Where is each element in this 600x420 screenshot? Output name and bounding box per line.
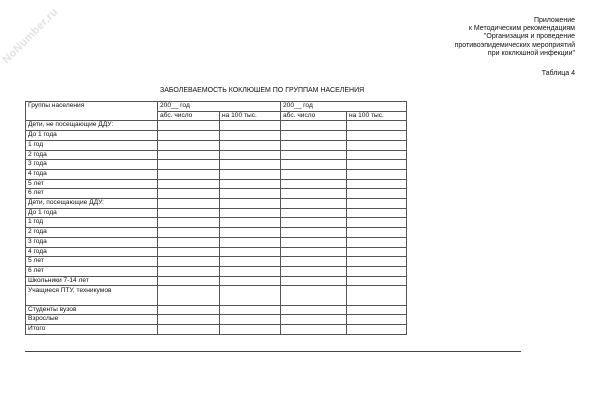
row-label: 6 лет [26,189,158,199]
appendix-line: противоэпидемических мероприятий [454,41,575,49]
table-row [26,315,407,325]
row-label: Дети, посещающие ДДУ: [26,199,158,209]
watermark: NoNumber.ru [0,5,61,67]
empty-cell [158,150,220,160]
empty-cell [347,315,407,325]
empty-cell [220,208,281,218]
empty-cell [158,121,220,131]
empty-cell [158,325,220,335]
empty-cell [281,189,347,199]
empty-cell [220,218,281,228]
divider-line [25,351,521,352]
empty-cell [220,305,281,315]
table-row [26,131,407,141]
year-header: 200__ год [281,102,407,112]
empty-cell [347,131,407,141]
empty-cell [347,169,407,179]
empty-cell [347,237,407,247]
empty-cell [347,150,407,160]
empty-cell [281,325,347,335]
empty-cell [347,218,407,228]
empty-cell [347,140,407,150]
table-row [26,218,407,228]
empty-cell [281,131,347,141]
table-row [26,179,407,189]
empty-cell [347,179,407,189]
empty-cell [220,325,281,335]
row-label: 5 лет [26,179,158,189]
empty-cell [281,237,347,247]
empty-cell [281,276,347,286]
empty-cell [158,189,220,199]
subheader: на 100 тыс. [347,111,407,121]
table-row [26,286,407,305]
empty-cell [347,208,407,218]
table-row [26,257,407,267]
incidence-table [25,101,407,335]
row-label: До 1 года [26,131,158,141]
appendix-line: к Методическим рекомендациям [468,25,575,33]
empty-cell [158,208,220,218]
header-row [26,102,407,112]
empty-cell [281,121,347,131]
empty-cell [158,199,220,209]
empty-cell [281,247,347,257]
empty-cell [220,286,281,305]
empty-cell [220,169,281,179]
empty-cell [281,305,347,315]
row-label: 4 года [26,247,158,257]
empty-cell [220,189,281,199]
table-row [26,160,407,170]
row-label: Школьники 7-14 лет [26,276,158,286]
empty-cell [158,237,220,247]
table-row [26,247,407,257]
appendix-line: "Организация и проведение [483,33,575,41]
appendix-line: Приложение [533,17,575,24]
row-label: Студенты вузов [26,305,158,315]
subheader: абс. число [158,111,220,121]
empty-cell [158,169,220,179]
empty-cell [158,315,220,325]
table-row [26,169,407,179]
empty-cell [158,305,220,315]
empty-cell [281,228,347,238]
empty-cell [281,199,347,209]
empty-cell [220,140,281,150]
empty-cell [220,276,281,286]
row-label: 1 год [26,218,158,228]
row-label: Учащиеся ПТУ, техникумов [26,286,158,305]
appendix-line: при коклюшной инфекции" [487,49,575,57]
table-row [26,237,407,247]
group-header: Группы населения [26,102,158,121]
empty-cell [158,286,220,305]
subheader: абс. число [281,111,347,121]
table-row [26,121,407,131]
year-header: 200__ год [158,102,281,112]
empty-cell [281,160,347,170]
row-label: До 1 года [26,208,158,218]
empty-cell [347,199,407,209]
empty-cell [158,179,220,189]
appendix-note [455,17,575,58]
empty-cell [220,179,281,189]
empty-cell [281,286,347,305]
table-row [26,199,407,209]
empty-cell [281,266,347,276]
empty-cell [220,228,281,238]
row-label: Взрослые [26,315,158,325]
empty-cell [281,150,347,160]
document-title: ЗАБОЛЕВАЕМОСТЬ КОКЛЮШЕМ ПО ГРУППАМ НАСЕЛЕНИЯ [160,87,365,94]
table-row [26,266,407,276]
empty-cell [281,218,347,228]
empty-cell [220,160,281,170]
empty-cell [347,257,407,267]
table-row [26,150,407,160]
empty-cell [220,199,281,209]
row-label: 3 года [26,237,158,247]
table-row [26,276,407,286]
empty-cell [347,247,407,257]
empty-cell [281,179,347,189]
table-row [26,228,407,238]
table-row [26,305,407,315]
empty-cell [281,208,347,218]
table-row [26,325,407,335]
empty-cell [347,286,407,305]
row-label: Дети, не посещающие ДДУ: [26,121,158,131]
row-label: Итого [26,325,158,335]
empty-cell [347,121,407,131]
empty-cell [281,257,347,267]
empty-cell [281,169,347,179]
empty-cell [158,247,220,257]
empty-cell [220,247,281,257]
empty-cell [347,189,407,199]
empty-cell [158,276,220,286]
empty-cell [220,150,281,160]
row-label: 6 лет [26,266,158,276]
empty-cell [158,131,220,141]
table-number: Таблица 4 [541,70,575,77]
table-row [26,140,407,150]
empty-cell [281,140,347,150]
row-label: 1 год [26,140,158,150]
table-row [26,208,407,218]
row-label: 2 года [26,150,158,160]
empty-cell [281,315,347,325]
empty-cell [347,160,407,170]
row-label: 4 года [26,169,158,179]
empty-cell [220,121,281,131]
empty-cell [347,325,407,335]
empty-cell [347,276,407,286]
row-label: 3 года [26,160,158,170]
empty-cell [347,305,407,315]
empty-cell [220,257,281,267]
empty-cell [158,266,220,276]
row-label: 2 года [26,228,158,238]
empty-cell [347,266,407,276]
empty-cell [220,266,281,276]
subheader: на 100 тыс. [220,111,281,121]
empty-cell [158,140,220,150]
empty-cell [158,160,220,170]
table-row [26,189,407,199]
empty-cell [158,228,220,238]
row-label: 5 лет [26,257,158,267]
empty-cell [220,237,281,247]
empty-cell [158,218,220,228]
empty-cell [347,228,407,238]
empty-cell [220,131,281,141]
empty-cell [220,315,281,325]
empty-cell [158,257,220,267]
